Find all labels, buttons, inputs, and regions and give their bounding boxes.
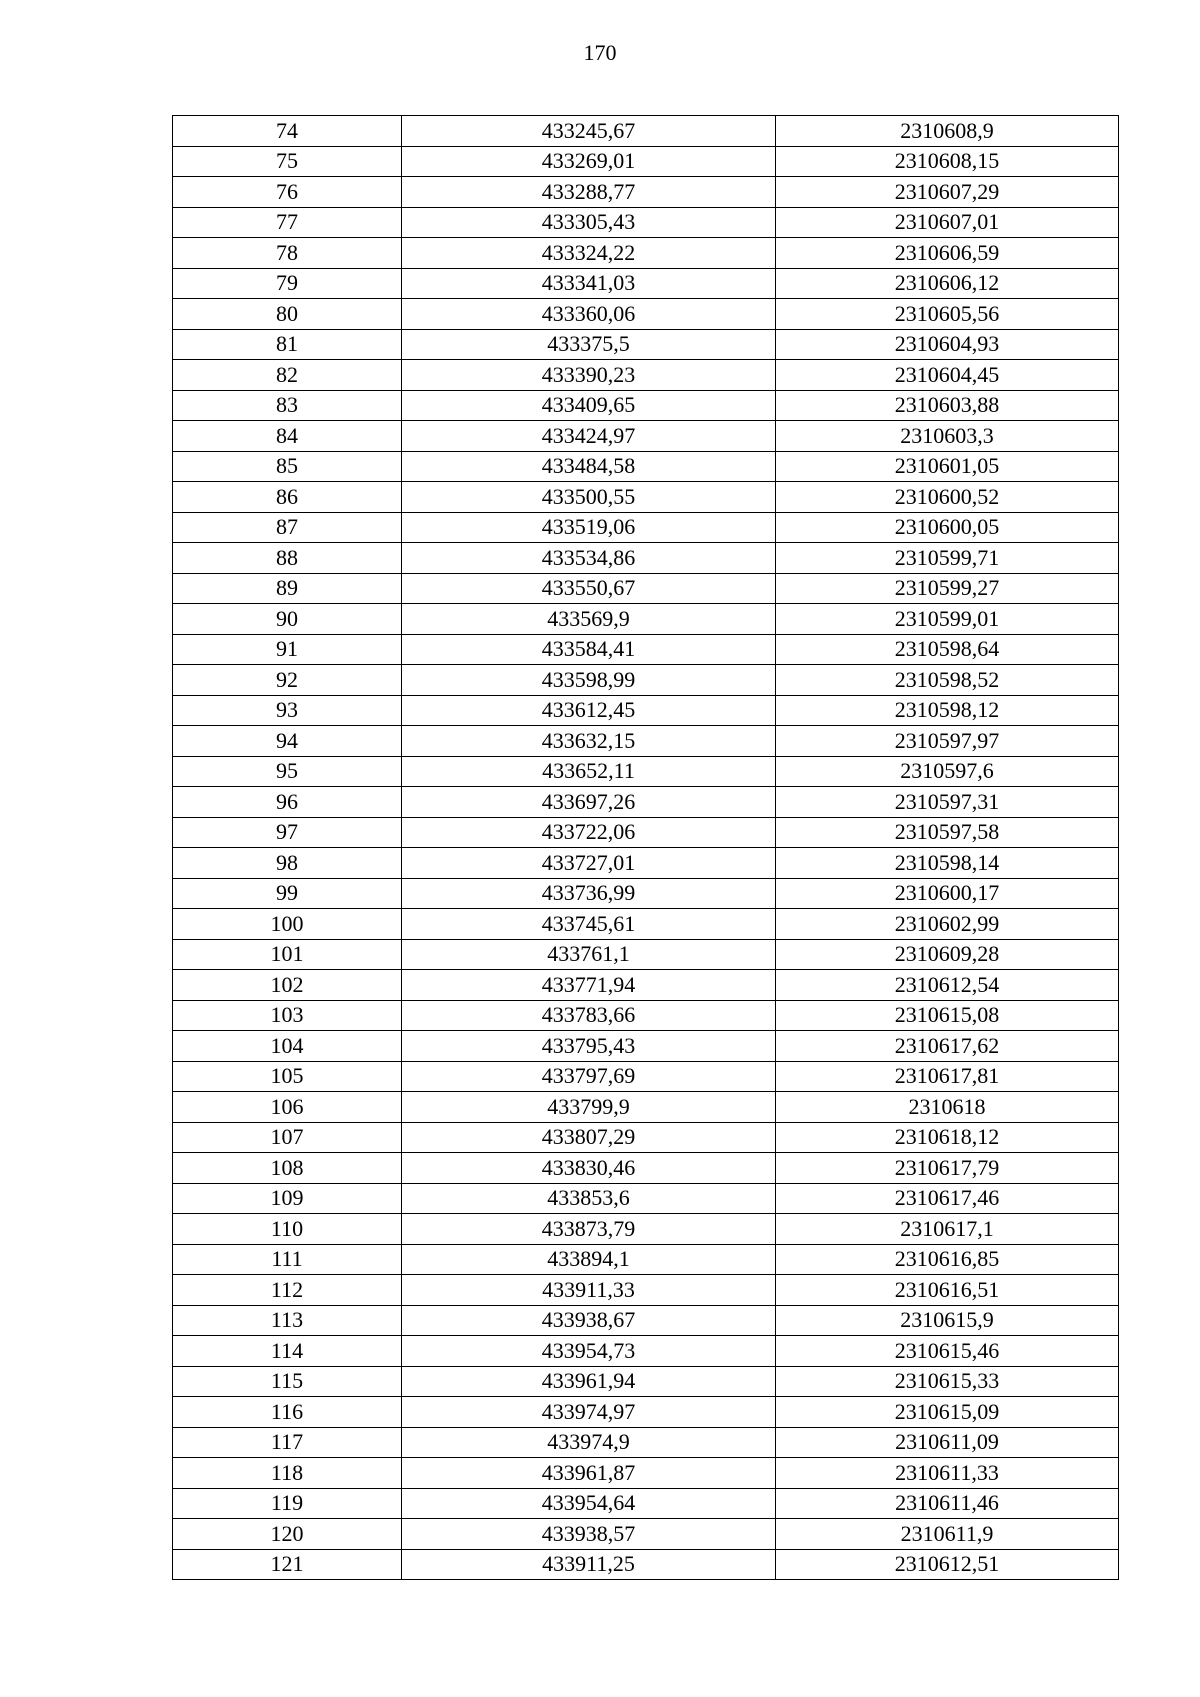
table-row bbox=[173, 604, 1119, 635]
point-number-cell: 90 bbox=[173, 604, 402, 635]
x-coordinate-cell: 433938,57 bbox=[402, 1519, 776, 1550]
y-coordinate-cell: 2310597,58 bbox=[776, 817, 1119, 848]
x-coordinate-cell: 433269,01 bbox=[402, 146, 776, 177]
point-number-cell: 95 bbox=[173, 756, 402, 787]
y-coordinate-cell: 2310612,54 bbox=[776, 970, 1119, 1001]
table-row bbox=[173, 1366, 1119, 1397]
x-coordinate-cell: 433534,86 bbox=[402, 543, 776, 574]
table-row bbox=[173, 1519, 1119, 1550]
y-coordinate-cell: 2310600,05 bbox=[776, 512, 1119, 543]
point-number-cell: 109 bbox=[173, 1183, 402, 1214]
point-number-cell: 74 bbox=[173, 116, 402, 147]
x-coordinate-cell: 433954,64 bbox=[402, 1488, 776, 1519]
y-coordinate-cell: 2310598,64 bbox=[776, 634, 1119, 665]
point-number-cell: 111 bbox=[173, 1244, 402, 1275]
y-coordinate-cell: 2310611,33 bbox=[776, 1458, 1119, 1489]
point-number-cell: 76 bbox=[173, 177, 402, 208]
point-number-cell: 82 bbox=[173, 360, 402, 391]
table-row bbox=[173, 848, 1119, 879]
point-number-cell: 100 bbox=[173, 909, 402, 940]
point-number-cell: 115 bbox=[173, 1366, 402, 1397]
x-coordinate-cell: 433830,46 bbox=[402, 1153, 776, 1184]
y-coordinate-cell: 2310599,27 bbox=[776, 573, 1119, 604]
table-row bbox=[173, 1305, 1119, 1336]
y-coordinate-cell: 2310617,79 bbox=[776, 1153, 1119, 1184]
table-row bbox=[173, 299, 1119, 330]
x-coordinate-cell: 433569,9 bbox=[402, 604, 776, 635]
x-coordinate-cell: 433341,03 bbox=[402, 268, 776, 299]
x-coordinate-cell: 433375,5 bbox=[402, 329, 776, 360]
x-coordinate-cell: 433853,6 bbox=[402, 1183, 776, 1214]
y-coordinate-cell: 2310601,05 bbox=[776, 451, 1119, 482]
x-coordinate-cell: 433911,33 bbox=[402, 1275, 776, 1306]
table-row bbox=[173, 1183, 1119, 1214]
point-number-cell: 88 bbox=[173, 543, 402, 574]
table-row bbox=[173, 756, 1119, 787]
x-coordinate-cell: 433484,58 bbox=[402, 451, 776, 482]
y-coordinate-cell: 2310606,12 bbox=[776, 268, 1119, 299]
point-number-cell: 75 bbox=[173, 146, 402, 177]
x-coordinate-cell: 433961,87 bbox=[402, 1458, 776, 1489]
x-coordinate-cell: 433500,55 bbox=[402, 482, 776, 513]
coordinates-table bbox=[172, 115, 1119, 1580]
x-coordinate-cell: 433632,15 bbox=[402, 726, 776, 757]
y-coordinate-cell: 2310599,01 bbox=[776, 604, 1119, 635]
x-coordinate-cell: 433324,22 bbox=[402, 238, 776, 269]
table-row bbox=[173, 1031, 1119, 1062]
point-number-cell: 84 bbox=[173, 421, 402, 452]
point-number-cell: 83 bbox=[173, 390, 402, 421]
y-coordinate-cell: 2310600,17 bbox=[776, 878, 1119, 909]
x-coordinate-cell: 433736,99 bbox=[402, 878, 776, 909]
y-coordinate-cell: 2310606,59 bbox=[776, 238, 1119, 269]
x-coordinate-cell: 433938,67 bbox=[402, 1305, 776, 1336]
point-number-cell: 112 bbox=[173, 1275, 402, 1306]
point-number-cell: 117 bbox=[173, 1427, 402, 1458]
x-coordinate-cell: 433697,26 bbox=[402, 787, 776, 818]
y-coordinate-cell: 2310597,31 bbox=[776, 787, 1119, 818]
table-row bbox=[173, 116, 1119, 147]
x-coordinate-cell: 433305,43 bbox=[402, 207, 776, 238]
y-coordinate-cell: 2310597,6 bbox=[776, 756, 1119, 787]
y-coordinate-cell: 2310597,97 bbox=[776, 726, 1119, 757]
point-number-cell: 120 bbox=[173, 1519, 402, 1550]
y-coordinate-cell: 2310599,71 bbox=[776, 543, 1119, 574]
y-coordinate-cell: 2310615,46 bbox=[776, 1336, 1119, 1367]
y-coordinate-cell: 2310618 bbox=[776, 1092, 1119, 1123]
point-number-cell: 114 bbox=[173, 1336, 402, 1367]
point-number-cell: 105 bbox=[173, 1061, 402, 1092]
table-row bbox=[173, 1336, 1119, 1367]
y-coordinate-cell: 2310615,08 bbox=[776, 1000, 1119, 1031]
point-number-cell: 116 bbox=[173, 1397, 402, 1428]
x-coordinate-cell: 433807,29 bbox=[402, 1122, 776, 1153]
table-row bbox=[173, 726, 1119, 757]
table-row bbox=[173, 909, 1119, 940]
y-coordinate-cell: 2310604,93 bbox=[776, 329, 1119, 360]
y-coordinate-cell: 2310611,46 bbox=[776, 1488, 1119, 1519]
x-coordinate-cell: 433550,67 bbox=[402, 573, 776, 604]
x-coordinate-cell: 433797,69 bbox=[402, 1061, 776, 1092]
point-number-cell: 110 bbox=[173, 1214, 402, 1245]
y-coordinate-cell: 2310604,45 bbox=[776, 360, 1119, 391]
y-coordinate-cell: 2310603,3 bbox=[776, 421, 1119, 452]
x-coordinate-cell: 433894,1 bbox=[402, 1244, 776, 1275]
table-row bbox=[173, 1458, 1119, 1489]
y-coordinate-cell: 2310618,12 bbox=[776, 1122, 1119, 1153]
point-number-cell: 107 bbox=[173, 1122, 402, 1153]
x-coordinate-cell: 433409,65 bbox=[402, 390, 776, 421]
table-row bbox=[173, 238, 1119, 269]
table-row bbox=[173, 1153, 1119, 1184]
table-row bbox=[173, 1000, 1119, 1031]
point-number-cell: 91 bbox=[173, 634, 402, 665]
table-row bbox=[173, 665, 1119, 696]
table-row bbox=[173, 817, 1119, 848]
y-coordinate-cell: 2310607,29 bbox=[776, 177, 1119, 208]
table-row bbox=[173, 1549, 1119, 1580]
y-coordinate-cell: 2310608,9 bbox=[776, 116, 1119, 147]
point-number-cell: 106 bbox=[173, 1092, 402, 1123]
y-coordinate-cell: 2310598,12 bbox=[776, 695, 1119, 726]
y-coordinate-cell: 2310598,52 bbox=[776, 665, 1119, 696]
table-row bbox=[173, 543, 1119, 574]
table-row bbox=[173, 146, 1119, 177]
table-row bbox=[173, 970, 1119, 1001]
y-coordinate-cell: 2310605,56 bbox=[776, 299, 1119, 330]
point-number-cell: 81 bbox=[173, 329, 402, 360]
table-row bbox=[173, 1275, 1119, 1306]
y-coordinate-cell: 2310616,85 bbox=[776, 1244, 1119, 1275]
y-coordinate-cell: 2310600,52 bbox=[776, 482, 1119, 513]
x-coordinate-cell: 433727,01 bbox=[402, 848, 776, 879]
y-coordinate-cell: 2310598,14 bbox=[776, 848, 1119, 879]
point-number-cell: 118 bbox=[173, 1458, 402, 1489]
x-coordinate-cell: 433424,97 bbox=[402, 421, 776, 452]
table-row bbox=[173, 1427, 1119, 1458]
table-row bbox=[173, 695, 1119, 726]
point-number-cell: 98 bbox=[173, 848, 402, 879]
point-number-cell: 89 bbox=[173, 573, 402, 604]
table-row bbox=[173, 1122, 1119, 1153]
point-number-cell: 99 bbox=[173, 878, 402, 909]
point-number-cell: 85 bbox=[173, 451, 402, 482]
y-coordinate-cell: 2310608,15 bbox=[776, 146, 1119, 177]
point-number-cell: 96 bbox=[173, 787, 402, 818]
table-row bbox=[173, 207, 1119, 238]
table-row bbox=[173, 939, 1119, 970]
point-number-cell: 92 bbox=[173, 665, 402, 696]
point-number-cell: 101 bbox=[173, 939, 402, 970]
page-number: 170 bbox=[583, 40, 617, 65]
table-row bbox=[173, 1061, 1119, 1092]
point-number-cell: 93 bbox=[173, 695, 402, 726]
y-coordinate-cell: 2310609,28 bbox=[776, 939, 1119, 970]
x-coordinate-cell: 433652,11 bbox=[402, 756, 776, 787]
x-coordinate-cell: 433961,94 bbox=[402, 1366, 776, 1397]
x-coordinate-cell: 433722,06 bbox=[402, 817, 776, 848]
point-number-cell: 86 bbox=[173, 482, 402, 513]
x-coordinate-cell: 433783,66 bbox=[402, 1000, 776, 1031]
x-coordinate-cell: 433873,79 bbox=[402, 1214, 776, 1245]
table-row bbox=[173, 1397, 1119, 1428]
x-coordinate-cell: 433954,73 bbox=[402, 1336, 776, 1367]
table-row bbox=[173, 329, 1119, 360]
y-coordinate-cell: 2310611,09 bbox=[776, 1427, 1119, 1458]
point-number-cell: 87 bbox=[173, 512, 402, 543]
x-coordinate-cell: 433360,06 bbox=[402, 299, 776, 330]
table-row bbox=[173, 482, 1119, 513]
x-coordinate-cell: 433612,45 bbox=[402, 695, 776, 726]
table-row bbox=[173, 268, 1119, 299]
point-number-cell: 94 bbox=[173, 726, 402, 757]
table-row bbox=[173, 451, 1119, 482]
y-coordinate-cell: 2310615,9 bbox=[776, 1305, 1119, 1336]
table-row bbox=[173, 573, 1119, 604]
y-coordinate-cell: 2310611,9 bbox=[776, 1519, 1119, 1550]
point-number-cell: 104 bbox=[173, 1031, 402, 1062]
y-coordinate-cell: 2310616,51 bbox=[776, 1275, 1119, 1306]
point-number-cell: 80 bbox=[173, 299, 402, 330]
coordinates-table-body bbox=[173, 116, 1119, 1580]
point-number-cell: 79 bbox=[173, 268, 402, 299]
table-row bbox=[173, 512, 1119, 543]
x-coordinate-cell: 433911,25 bbox=[402, 1549, 776, 1580]
point-number-cell: 78 bbox=[173, 238, 402, 269]
y-coordinate-cell: 2310617,81 bbox=[776, 1061, 1119, 1092]
table-row bbox=[173, 1214, 1119, 1245]
point-number-cell: 102 bbox=[173, 970, 402, 1001]
x-coordinate-cell: 433598,99 bbox=[402, 665, 776, 696]
table-row bbox=[173, 177, 1119, 208]
y-coordinate-cell: 2310615,09 bbox=[776, 1397, 1119, 1428]
x-coordinate-cell: 433974,9 bbox=[402, 1427, 776, 1458]
x-coordinate-cell: 433390,23 bbox=[402, 360, 776, 391]
y-coordinate-cell: 2310602,99 bbox=[776, 909, 1119, 940]
table-row bbox=[173, 390, 1119, 421]
point-number-cell: 97 bbox=[173, 817, 402, 848]
y-coordinate-cell: 2310603,88 bbox=[776, 390, 1119, 421]
x-coordinate-cell: 433974,97 bbox=[402, 1397, 776, 1428]
y-coordinate-cell: 2310617,62 bbox=[776, 1031, 1119, 1062]
y-coordinate-cell: 2310612,51 bbox=[776, 1549, 1119, 1580]
point-number-cell: 121 bbox=[173, 1549, 402, 1580]
table-row bbox=[173, 1244, 1119, 1275]
point-number-cell: 119 bbox=[173, 1488, 402, 1519]
y-coordinate-cell: 2310617,1 bbox=[776, 1214, 1119, 1245]
point-number-cell: 113 bbox=[173, 1305, 402, 1336]
x-coordinate-cell: 433288,77 bbox=[402, 177, 776, 208]
point-number-cell: 103 bbox=[173, 1000, 402, 1031]
table-row bbox=[173, 360, 1119, 391]
x-coordinate-cell: 433771,94 bbox=[402, 970, 776, 1001]
table-row bbox=[173, 878, 1119, 909]
x-coordinate-cell: 433745,61 bbox=[402, 909, 776, 940]
table-row bbox=[173, 1092, 1119, 1123]
x-coordinate-cell: 433245,67 bbox=[402, 116, 776, 147]
point-number-cell: 108 bbox=[173, 1153, 402, 1184]
x-coordinate-cell: 433795,43 bbox=[402, 1031, 776, 1062]
y-coordinate-cell: 2310617,46 bbox=[776, 1183, 1119, 1214]
x-coordinate-cell: 433519,06 bbox=[402, 512, 776, 543]
x-coordinate-cell: 433799,9 bbox=[402, 1092, 776, 1123]
y-coordinate-cell: 2310607,01 bbox=[776, 207, 1119, 238]
table-row bbox=[173, 1488, 1119, 1519]
point-number-cell: 77 bbox=[173, 207, 402, 238]
table-row bbox=[173, 787, 1119, 818]
x-coordinate-cell: 433584,41 bbox=[402, 634, 776, 665]
x-coordinate-cell: 433761,1 bbox=[402, 939, 776, 970]
table-row bbox=[173, 421, 1119, 452]
y-coordinate-cell: 2310615,33 bbox=[776, 1366, 1119, 1397]
table-row bbox=[173, 634, 1119, 665]
